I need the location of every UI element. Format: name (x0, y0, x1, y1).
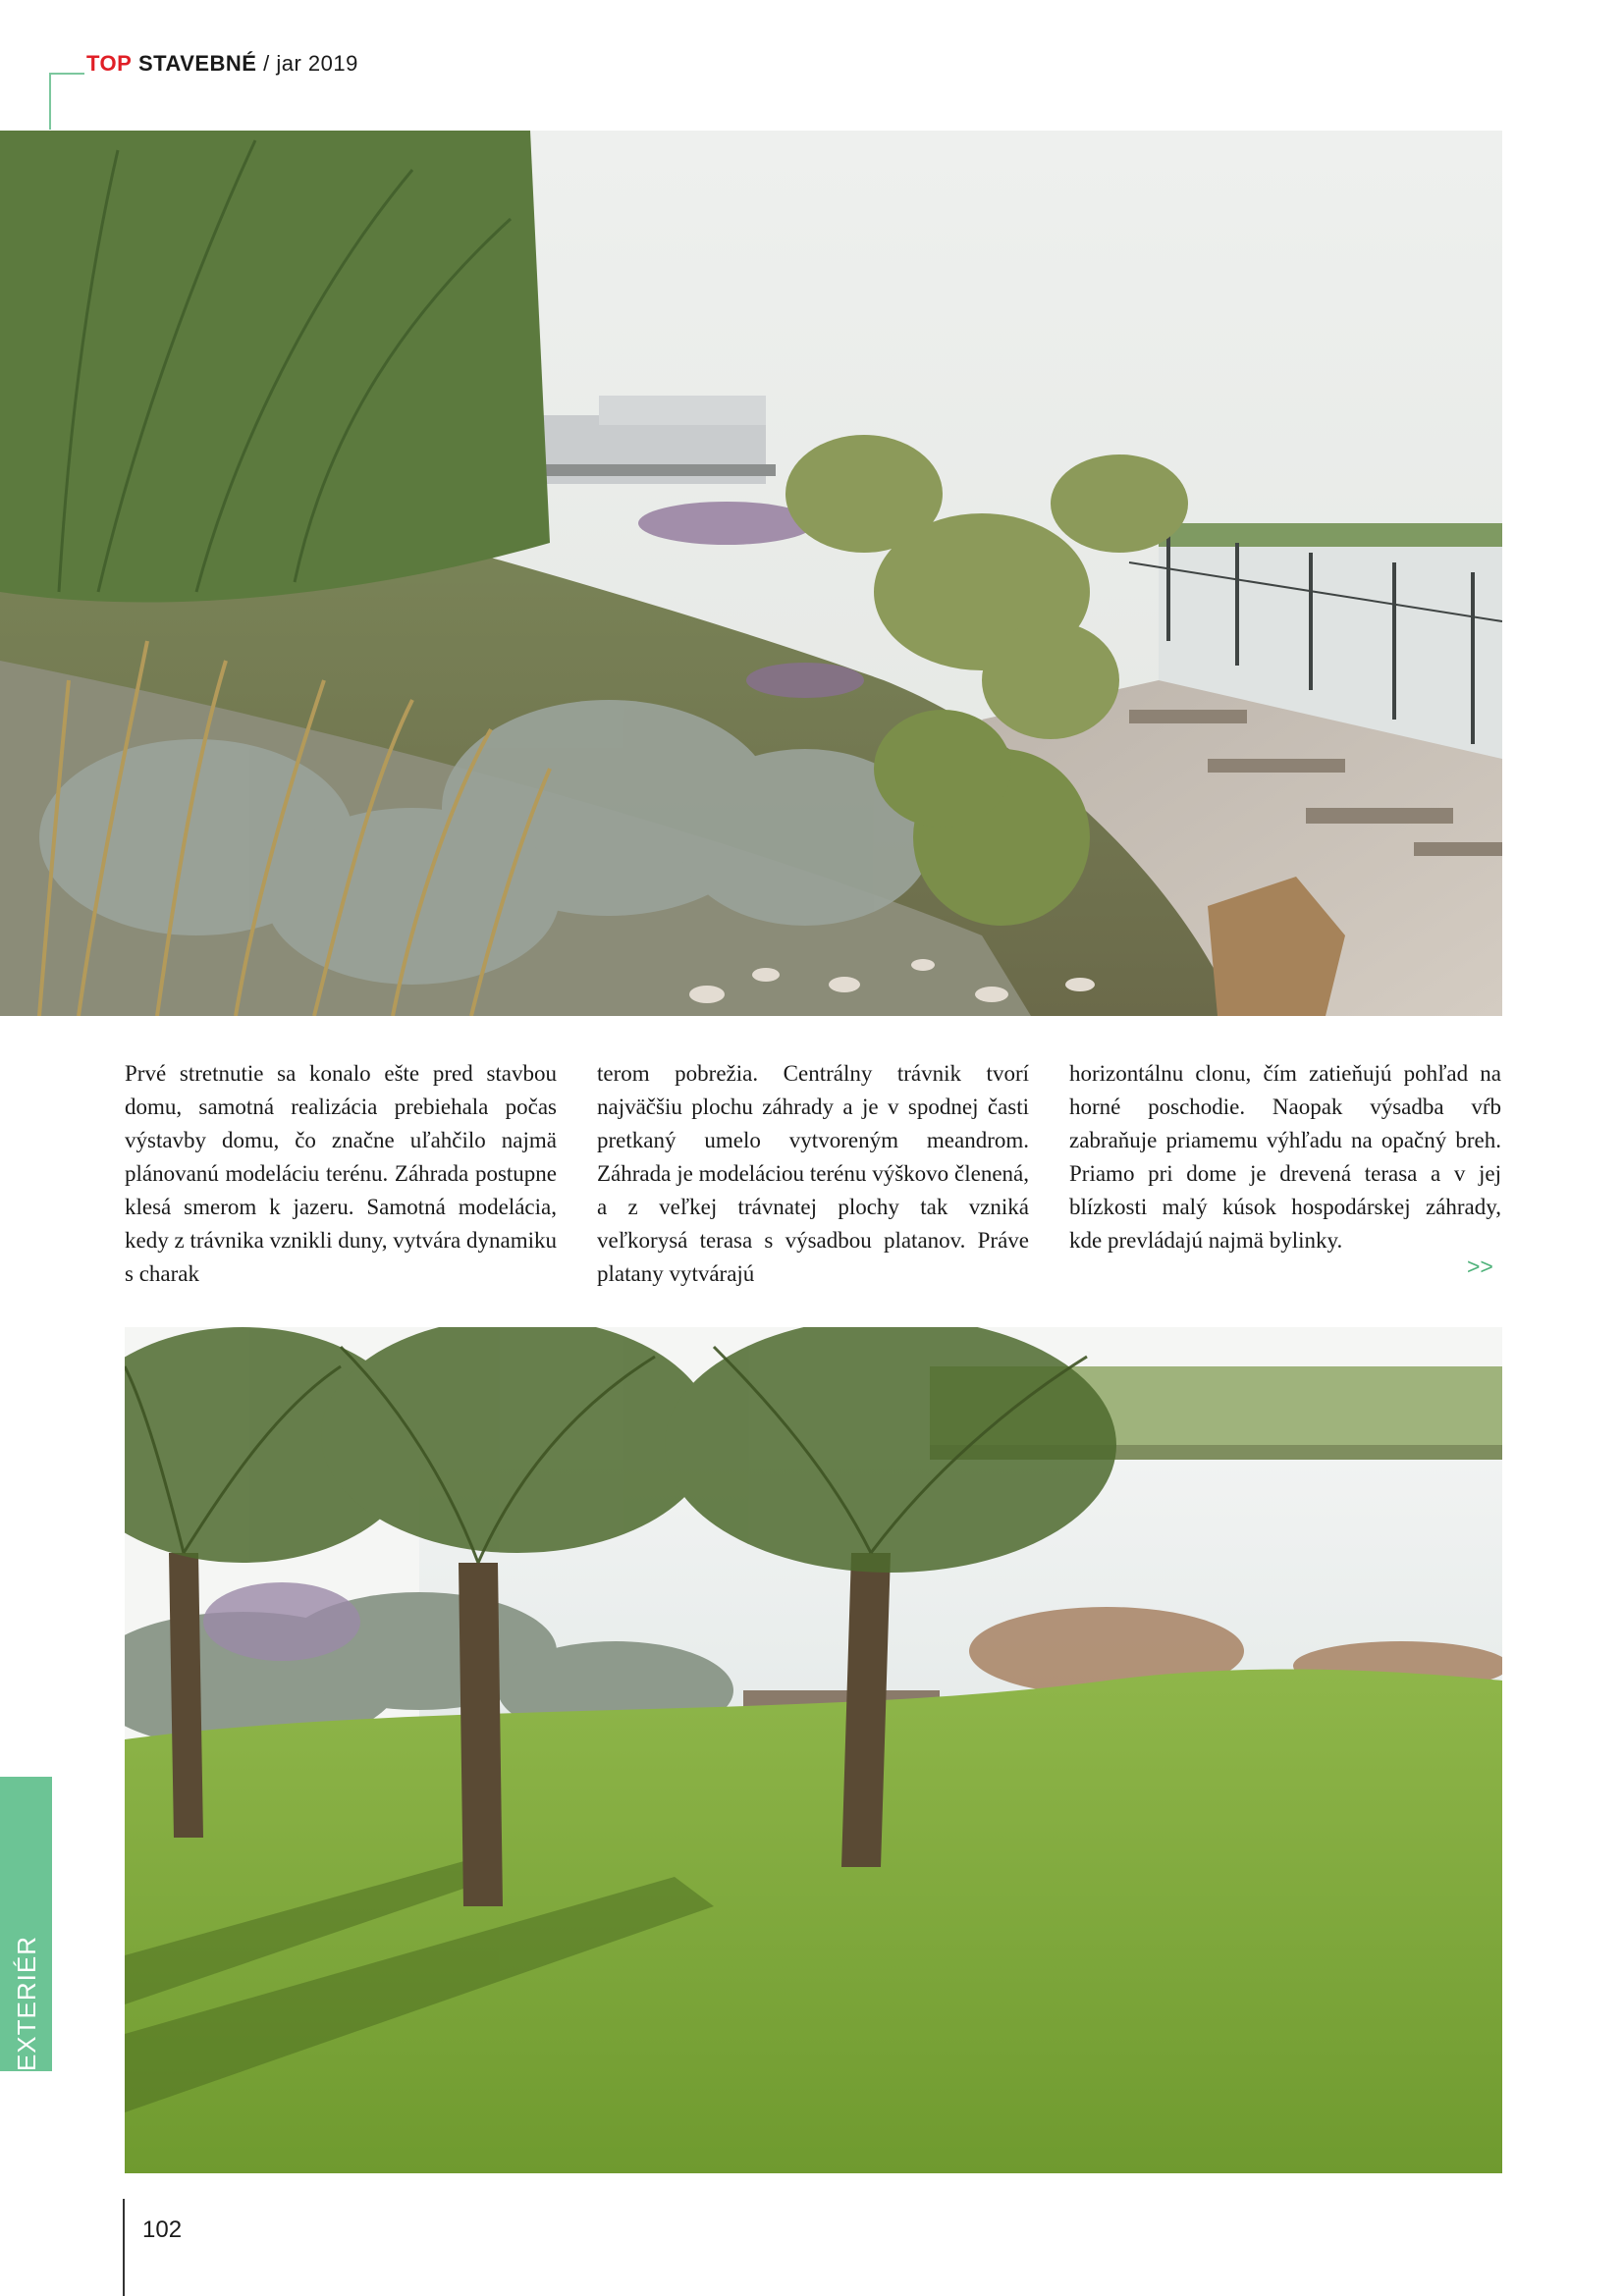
header-rule-vertical (49, 73, 51, 130)
running-header (86, 51, 358, 77)
article-paragraph: terom pobrežia. Centrálny trávnik tvorí najväčšiu plochu záhrady a je v spodnej časti pretkaný umelo vytvoreným meandrom. Záhrada je modeláciou terénu výškovo členená, a z veľkej trávnatej plochy tak vzniká veľkorysá terasa s výsadbou platanov. Práve platany vytvárajú (597, 1061, 1029, 1286)
article-paragraph: Prvé stretnutie sa konalo ešte pred stavbou domu, samotná realizácia prebiehala počas výstavby domu, čo značne uľahčilo najmä plánovanú modeláciu terénu. Záhrada postupne klesá smerom k jazeru. Samotná modelácia, kedy z trávnika vznikli duny, vytvára dynamiku s charak (125, 1061, 557, 1286)
section-label: EXTERIÉR (12, 1935, 41, 2071)
magazine-brand-name: STAVEBNÉ (137, 51, 257, 76)
page-number: 102 (142, 2216, 183, 2243)
footer-rule (123, 2199, 125, 2296)
header-rule-horizontal (49, 73, 84, 75)
article-column-2 (597, 1057, 1029, 1291)
continue-arrow: >> (1467, 1254, 1493, 1279)
section-label-wrapper (0, 1777, 54, 2071)
garden-slope-photo (0, 131, 1502, 1016)
article-paragraph: horizontálnu clonu, čím zatieňujú pohľad na horné poschodie. Naopak výsadba vŕb zabraňuje priamemu výhľadu na opačný breh. Priamo pri dome je drevená terasa a v jej blízkosti malý kúsok hospodárskej záhrady, kde prevládajú najmä bylinky. (1069, 1061, 1501, 1253)
willow-lawn-photo (125, 1327, 1502, 2173)
magazine-brand-top: TOP (86, 51, 133, 76)
header-separator: / (263, 51, 270, 76)
issue-label: jar 2019 (276, 51, 358, 76)
article-column-3 (1069, 1057, 1501, 1257)
article-column-1 (125, 1057, 557, 1291)
